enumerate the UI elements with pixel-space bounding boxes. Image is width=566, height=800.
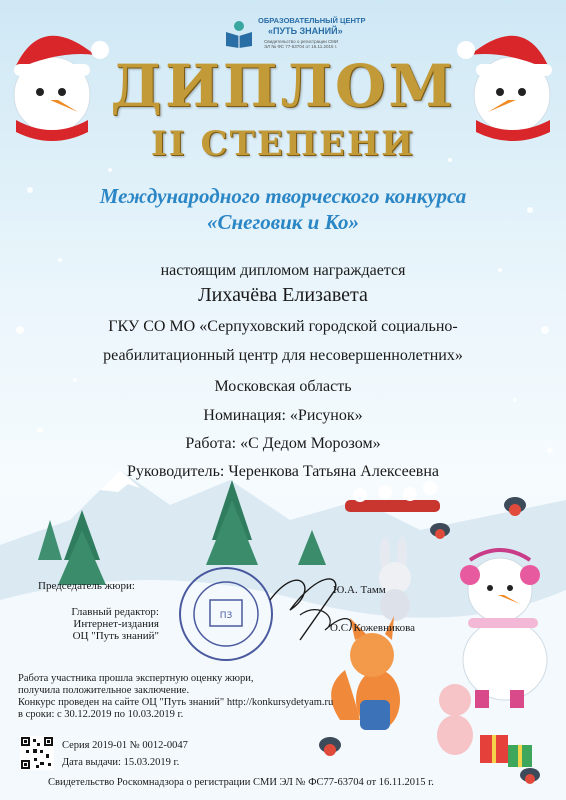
contest-line-1: Международного творческого конкурса <box>99 184 467 208</box>
logo-registration <box>264 39 338 49</box>
editor-label-line-1: Главный редактор: <box>71 606 159 618</box>
logo-line-4: ЭЛ № ФС 77-63704 от 16.11.2015 г. <box>264 44 338 49</box>
organization-line-1: ГКУ СО МО «Серпуховский городской социально- <box>108 318 458 335</box>
svg-text:ПЗ: ПЗ <box>219 611 233 621</box>
region: Московская область <box>214 378 352 395</box>
award-intro: настоящим дипломом награждается <box>160 262 406 279</box>
diploma-title: ДИПЛОМ <box>110 52 456 120</box>
diploma-series: Серия 2019-01 № 0012-0047 <box>62 740 188 751</box>
editor-label <box>24 606 159 642</box>
book-logo-icon <box>224 18 254 48</box>
issue-date: Дата выдачи: 15.03.2019 г. <box>62 757 180 768</box>
publisher-logo <box>224 14 366 56</box>
contest-name: «Снеговик и Ко» <box>206 210 360 234</box>
logo-line-1: ОБРАЗОВАТЕЛЬНЫЙ ЦЕНТР <box>258 16 366 25</box>
assessment-note-1: Работа участника прошла экспертную оценку жюри, <box>18 673 254 684</box>
contest-website-note: Конкурс проведен на сайте ОЦ "Путь знаний" http://konkursydetyam.ru <box>18 697 334 708</box>
editor-name: О.С. Кожевникова <box>330 622 416 634</box>
assessment-note-2: получила положительное заключение. <box>18 685 190 696</box>
media-registration: Свидетельство Роскомнадзора о регистрации СМИ ЭЛ № ФС77-63704 от 16.11.2015 г. <box>48 777 434 788</box>
recipient-name: Лихачёва Елизавета <box>198 284 368 306</box>
nomination: Номинация: «Рисунок» <box>203 407 363 424</box>
editor-label-line-3: ОЦ "Путь знаний" <box>72 630 159 642</box>
organization-line-2: реабилитационный центр для несовершеннолетних» <box>103 347 463 364</box>
logo-line-3: Свидетельство о регистрации СМИ <box>264 39 339 44</box>
diploma-degree: II СТЕПЕНИ <box>150 124 416 164</box>
qr-code <box>20 736 54 770</box>
editor-label-line-2: Интернет-издания <box>73 618 159 630</box>
supervisor: Руководитель: Черенкова Татьяна Алексеевна <box>126 463 440 480</box>
jury-chair-label: Председатель жюри: <box>38 580 135 592</box>
official-stamp <box>180 568 272 660</box>
logo-line-2: «ПУТЬ ЗНАНИЙ» <box>268 26 343 36</box>
sled-train-decoration <box>345 481 440 512</box>
contest-dates: в сроки: с 30.12.2019 по 10.03.2019 г. <box>18 709 184 720</box>
work-title: Работа: «С Дедом Морозом» <box>185 435 381 452</box>
jury-chair-name: Ю.А. Тамм <box>333 584 386 596</box>
